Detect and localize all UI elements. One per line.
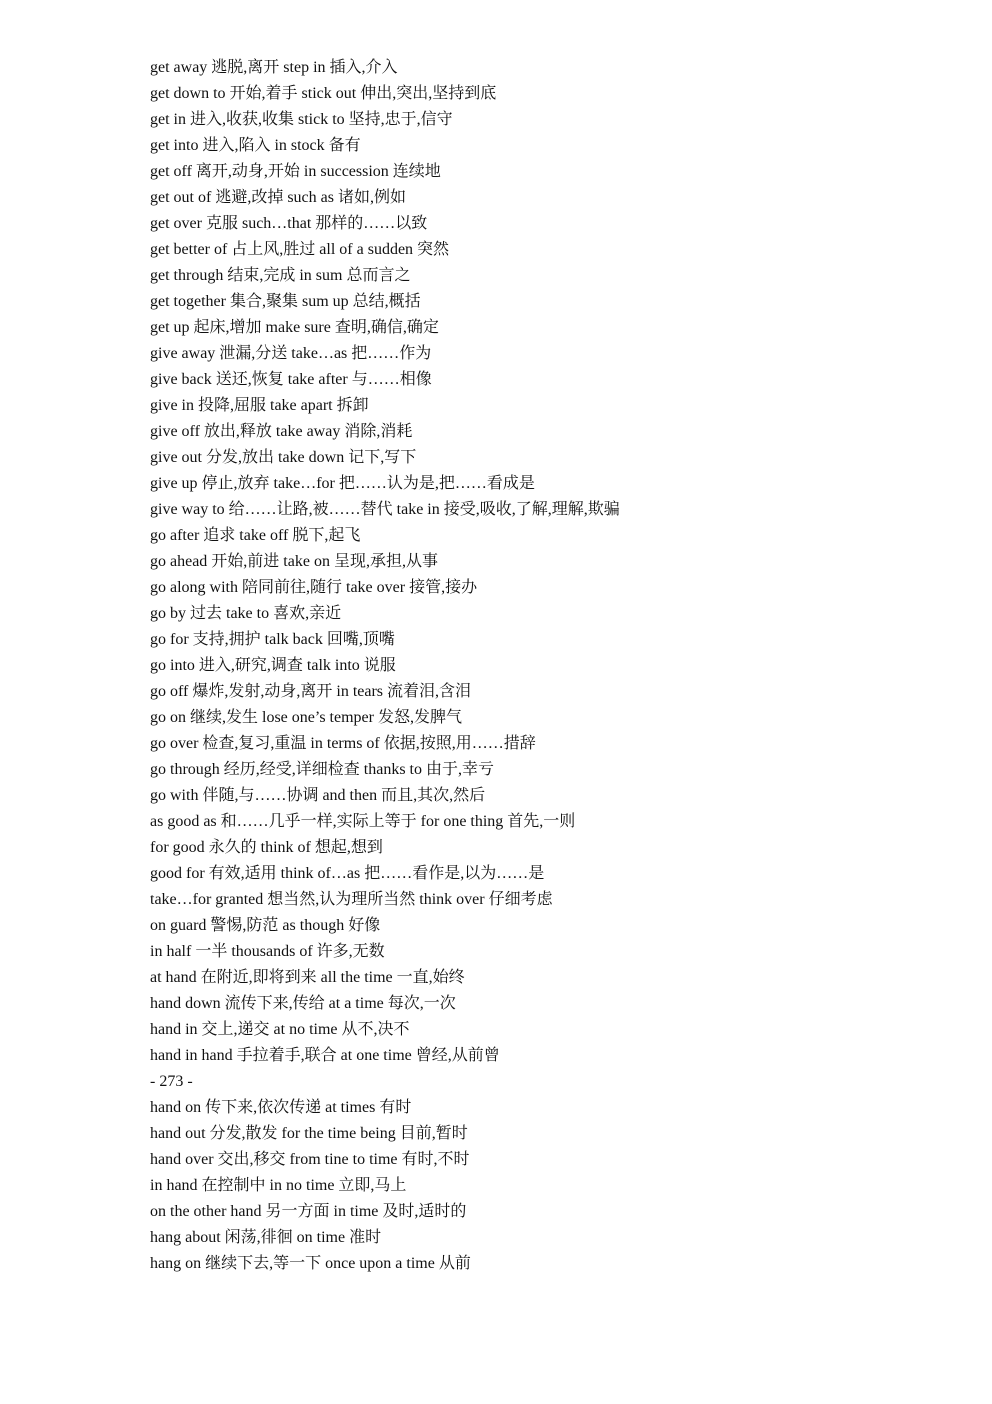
phrase-line: get away 逃脱,离开 step in 插入,介入	[150, 59, 398, 76]
phrase-line: give up 停止,放弃 take…for 把……认为是,把……看成是	[150, 475, 535, 492]
phrase-line: give out 分发,放出 take down 记下,写下	[150, 449, 417, 466]
phrase-line: give way to 给……让路,被……替代 take in 接受,吸收,了解,理解,欺骗	[150, 501, 620, 518]
phrase-line: go ahead 开始,前进 take on 呈现,承担,从事	[150, 553, 438, 570]
phrase-line: get together 集合,聚集 sum up 总结,概括	[150, 293, 421, 310]
phrase-line: give in 投降,屈服 take apart 拆卸	[150, 397, 369, 414]
phrase-line: on guard 警惕,防范 as though 好像	[150, 917, 381, 934]
phrase-line: go for 支持,拥护 talk back 回嘴,顶嘴	[150, 631, 395, 648]
phrase-line: go along with 陪同前往,随行 take over 接管,接办	[150, 579, 478, 596]
phrase-line: in hand 在控制中 in no time 立即,马上	[150, 1177, 407, 1194]
phrase-line: good for 有效,适用 think of…as 把……看作是,以为……是	[150, 865, 545, 882]
phrase-line: get better of 占上风,胜过 all of a sudden 突然	[150, 241, 450, 258]
phrase-line: hang on 继续下去,等一下 once upon a time 从前	[150, 1255, 471, 1272]
phrase-line: get down to 开始,着手 stick out 伸出,突出,坚持到底	[150, 85, 497, 102]
phrase-line: hand on 传下来,依次传递 at times 有时	[150, 1099, 412, 1116]
phrase-line: for good 永久的 think of 想起,想到	[150, 839, 383, 856]
phrase-line: go by 过去 take to 喜欢,亲近	[150, 605, 342, 622]
phrase-line: get in 进入,收获,收集 stick to 坚持,忠于,信守	[150, 111, 453, 128]
phrase-line: give away 泄漏,分送 take…as 把……作为	[150, 345, 432, 362]
phrase-line: get out of 逃避,改掉 such as 诸如,例如	[150, 189, 406, 206]
phrase-line: go over 检查,复习,重温 in terms of 依据,按照,用……措辞	[150, 735, 536, 752]
phrase-line: hand in 交上,递交 at no time 从不,决不	[150, 1021, 410, 1038]
phrase-line: on the other hand 另一方面 in time 及时,适时的	[150, 1203, 467, 1220]
phrase-line: get up 起床,增加 make sure 查明,确信,确定	[150, 319, 439, 336]
phrase-line: get through 结束,完成 in sum 总而言之	[150, 267, 411, 284]
phrase-line: as good as 和……几乎一样,实际上等于 for one thing 首先,一则	[150, 813, 576, 830]
phrase-line: give back 送还,恢复 take after 与……相像	[150, 371, 432, 388]
phrase-line: go into 进入,研究,调查 talk into 说服	[150, 657, 396, 674]
phrase-line: in half 一半 thousands of 许多,无数	[150, 943, 385, 960]
phrase-line: at hand 在附近,即将到来 all the time 一直,始终	[150, 969, 465, 986]
phrase-line: go through 经历,经受,详细检查 thanks to 由于,幸亏	[150, 761, 494, 778]
phrase-line: hand in hand 手拉着手,联合 at one time 曾经,从前曾	[150, 1047, 500, 1064]
phrase-line: go on 继续,发生 lose one’s temper 发怒,发脾气	[150, 709, 462, 726]
phrase-list	[150, 55, 620, 1277]
phrase-line: give off 放出,释放 take away 消除,消耗	[150, 423, 413, 440]
page-number: - 273 -	[150, 1073, 193, 1090]
phrase-line: hand out 分发,散发 for the time being 目前,暂时	[150, 1125, 468, 1142]
phrase-line: go off 爆炸,发射,动身,离开 in tears 流着泪,含泪	[150, 683, 472, 700]
phrase-line: hand over 交出,移交 from tine to time 有时,不时	[150, 1151, 470, 1168]
phrase-line: get into 进入,陷入 in stock 备有	[150, 137, 361, 154]
phrase-line: get off 离开,动身,开始 in succession 连续地	[150, 163, 441, 180]
phrase-line: take…for granted 想当然,认为理所当然 think over 仔细考虑	[150, 891, 553, 908]
phrase-line: go after 追求 take off 脱下,起飞	[150, 527, 361, 544]
phrase-line: hang about 闲荡,徘徊 on time 准时	[150, 1229, 382, 1246]
phrase-line: hand down 流传下来,传给 at a time 每次,一次	[150, 995, 456, 1012]
phrase-line: get over 克服 such…that 那样的……以致	[150, 215, 428, 232]
phrase-line: go with 伴随,与……协调 and then 而且,其次,然后	[150, 787, 486, 804]
